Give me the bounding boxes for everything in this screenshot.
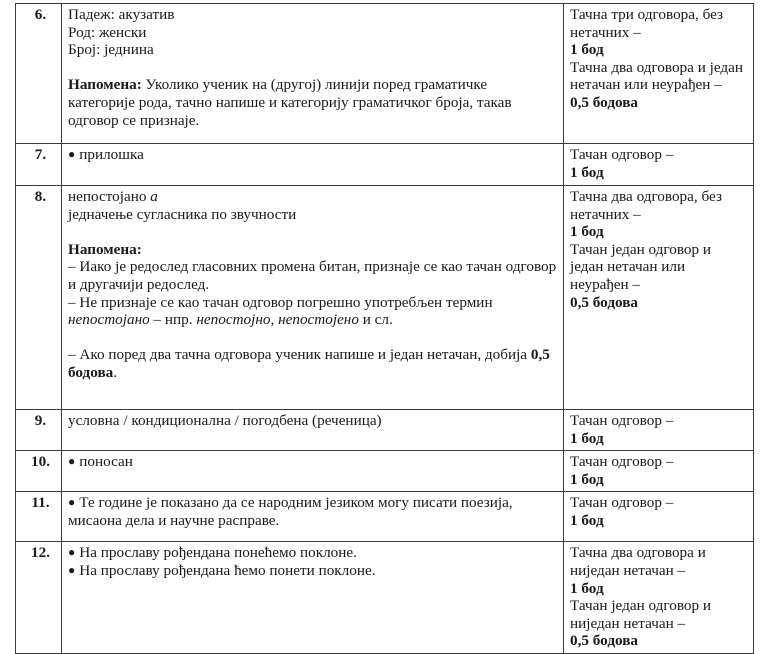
note-term: непостојано (68, 311, 150, 329)
table-row-11 (16, 492, 754, 542)
scoring-points: 1 бод (570, 579, 604, 597)
note-text: . (113, 363, 118, 381)
answer-cell (62, 410, 564, 451)
scoring-points: 0,5 бодова (570, 632, 639, 650)
question-number (16, 492, 62, 542)
answer-line: Број: једнина (68, 41, 154, 59)
question-number-text: 6. (34, 6, 47, 23)
answer-cell (62, 4, 564, 144)
scoring-points: 1 бод (570, 163, 604, 181)
points-cell (564, 144, 754, 186)
question-number-text: 12. (31, 544, 50, 562)
answer-line (68, 544, 557, 562)
points-cell (564, 4, 754, 144)
points-cell (564, 410, 754, 451)
table-row-9 (16, 410, 754, 451)
note-label: Напомена: (68, 240, 142, 258)
scoring-points: 1 бод (570, 470, 604, 488)
note-points: 0,5 бодова (68, 346, 550, 381)
note-text: – Ако поред два тачна одговора ученик напише и један нетачан, добија (68, 346, 531, 364)
points-cell (564, 186, 754, 410)
answer-cell (62, 542, 564, 654)
question-number-text: 11. (31, 494, 50, 512)
bullet-icon: ● (68, 545, 76, 560)
points-cell (564, 492, 754, 542)
answer-cell (62, 186, 564, 410)
scoring-criterion: Тачан одговор – (570, 494, 674, 512)
note-example: непостојно (196, 311, 271, 329)
note-text: и сл. (358, 311, 393, 329)
answer-text: непостојано (68, 188, 151, 205)
answer-key-sheet (15, 3, 753, 654)
scoring-criterion: Тачан одговор – (570, 412, 674, 429)
table-row-6 (16, 4, 754, 144)
note-example: непостојено (278, 311, 359, 329)
note-item: – Иако је редослед гласовних промена битан, признаје се као тачан одговор и другачији редослед. (68, 258, 557, 293)
answer-cell (62, 492, 564, 542)
table-row-7 (16, 144, 754, 186)
answer-text: На прославу рођендана понећемо поклоне. (79, 544, 357, 562)
note-item (68, 294, 557, 329)
question-number-text: 9. (34, 412, 47, 429)
answer-line (68, 188, 557, 206)
table-row-8 (16, 186, 754, 410)
scoring-criterion: Тачан одговор – (570, 453, 674, 471)
question-number-text: 10. (31, 453, 50, 471)
points-cell (564, 451, 754, 492)
spacer (68, 329, 557, 347)
answer-line: Падеж: акузатив (68, 6, 175, 23)
scoring-criterion: Тачна два одговора, без нетачних – (570, 188, 722, 223)
question-number-text: 8. (34, 188, 47, 205)
answer-line: једначење сугласника по звучности (68, 205, 297, 223)
answer-line (68, 562, 557, 580)
spacer (68, 59, 557, 77)
note-text: – Не признаје се као тачан одговор погрешно употребљен термин (68, 293, 493, 311)
note-text: , (270, 311, 279, 329)
note (68, 76, 557, 129)
answer-key-table (15, 3, 754, 654)
answer-cell (62, 451, 564, 492)
answer-text: поносан (79, 453, 133, 471)
answer-text: На прославу рођендана ћемо понети поклоне. (79, 561, 376, 579)
scoring-points: 0,5 бодова (570, 293, 639, 311)
question-number (16, 451, 62, 492)
scoring-points: 1 бод (570, 511, 604, 529)
table-row-10 (16, 451, 754, 492)
table-row-12 (16, 542, 754, 654)
note-item (68, 346, 557, 381)
question-number (16, 186, 62, 410)
scoring-criterion: Тачан један одговор и ниједан нетачан – (570, 597, 711, 632)
scoring-criterion: Тачна два одговора и један нетачан или неурађен – (570, 58, 743, 94)
note-label: Напомена: (68, 76, 142, 94)
question-number (16, 542, 62, 654)
bullet-icon: ● (68, 147, 76, 161)
points-cell (564, 542, 754, 654)
bullet-icon: ● (68, 454, 76, 469)
answer-line (68, 453, 557, 471)
answer-line (68, 146, 557, 164)
scoring-points: 1 бод (570, 223, 604, 241)
note-text: – нпр. (149, 311, 197, 329)
bullet-icon: ● (68, 495, 76, 510)
scoring-points: 0,5 бодова (570, 93, 639, 111)
scoring-points: 1 бод (570, 41, 604, 59)
question-number (16, 144, 62, 186)
answer-line (68, 494, 557, 529)
scoring-criterion: Тачна три одговора, без нетачних – (570, 6, 724, 41)
question-number (16, 4, 62, 144)
answer-text: прилошка (79, 146, 144, 163)
answer-line: Род: женски (68, 23, 147, 41)
answer-text: Те године је показано да се народним језиком могу писати поезија, мисаона дела и научне расправе. (68, 494, 513, 529)
answer-text: условна / кондиционална / погодбена (реченица) (68, 412, 382, 429)
scoring-criterion: Тачна два одговора и ниједан нетачан – (570, 544, 706, 579)
scoring-criterion: Тачан одговор – (570, 146, 674, 163)
question-number-text: 7. (34, 146, 47, 163)
answer-italic: а (150, 188, 158, 205)
spacer (68, 223, 557, 241)
bullet-icon: ● (68, 562, 76, 577)
question-number (16, 410, 62, 451)
answer-cell (62, 144, 564, 186)
scoring-points: 1 бод (570, 429, 604, 447)
scoring-criterion: Тачан један одговор и један нетачан или неурађен – (570, 240, 711, 293)
note-text: Уколико ученик на (другој) линији поред граматичке категорије рода, тачно напише и категорију граматичког броја, такав одговор се признаје. (68, 76, 512, 129)
